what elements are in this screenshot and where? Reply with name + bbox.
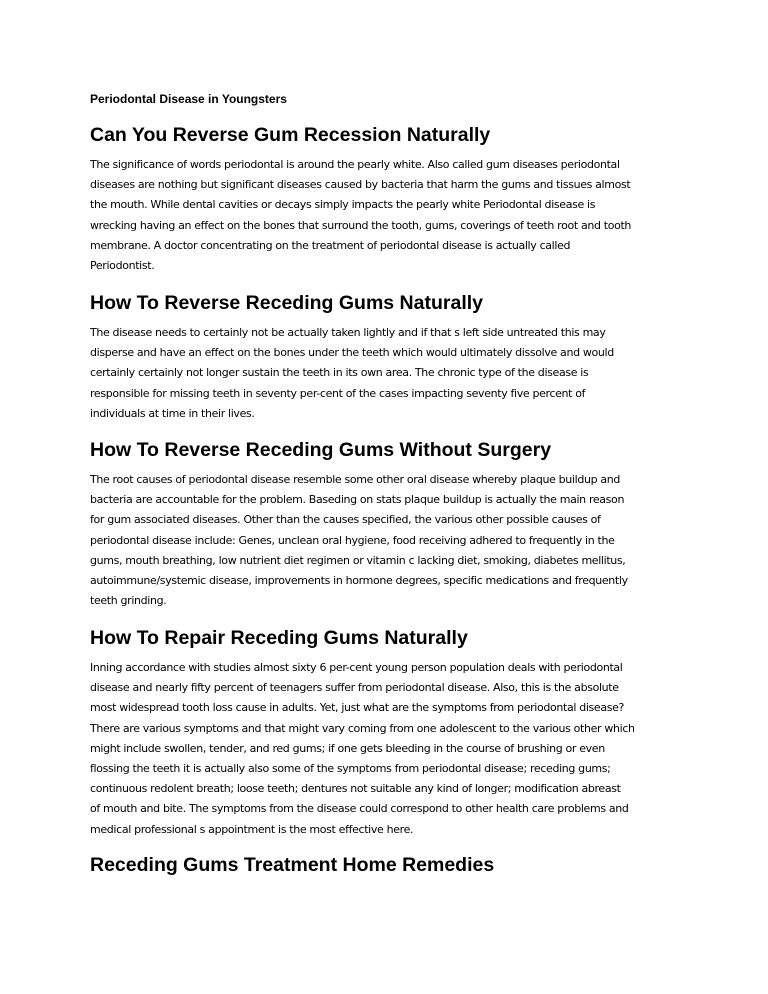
- section-paragraph: The root causes of periodontal disease resemble some other oral disease whereby plaque buildup and bacteria are accountable for the problem. Baseding on stats plaque buildup is actually the main reason for gum associated diseases. Other than the causes specified, the various other possible causes of periodontal disease include: Genes, unclean oral hygiene, food receiving adhered to frequently in the gums, mouth breathing, low nutrient diet regimen or vitamin c lacking diet, smoking, diabetes mellitus, autoimmune/systemic disease, improvements in hormone degrees, specific medications and frequently teeth grinding.: [90, 473, 628, 608]
- section-repair-naturally: [90, 626, 690, 840]
- section-heading: How To Reverse Receding Gums Naturally: [90, 292, 483, 314]
- section-reverse-naturally: [90, 291, 690, 424]
- section-home-remedies: [90, 853, 690, 877]
- section-heading: Can You Reverse Gum Recession Naturally: [90, 124, 491, 146]
- section-heading: How To Repair Receding Gums Naturally: [90, 627, 468, 649]
- section-paragraph: The significance of words periodontal is around the pearly white. Also called gum diseases periodontal diseases are nothing but significant diseases caused by bacteria that harm the gums and tissues almost the mouth. While dental cavities or decays simply impacts the pearly white Periodontal disease is wrecking having an effect on the bones that surround the tooth, gums, coverings of teeth root and tooth membrane. A doctor concentrating on the treatment of periodontal disease is actually called Periodontist.: [90, 158, 632, 273]
- section-without-surgery: [90, 438, 690, 611]
- section-paragraph: The disease needs to certainly not be actually taken lightly and if that s left side untreated this may disperse and have an effect on the bones under the teeth which would ultimately dissolve and would certainly certainly not longer sustain the teeth in its own area. The chronic type of the disease is responsible for missing teeth in seventy per-cent of the cases impacting seventy five percent of individuals at time in their lives.: [90, 326, 614, 420]
- document-label: Periodontal Disease in Youngsters: [90, 92, 287, 106]
- section-paragraph: Inning accordance with studies almost sixty 6 per-cent young person population deals with periodontal disease and nearly fifty percent of teenagers suffer from periodontal disease. Also, this is the absolute most widespread tooth loss cause in adults. Yet, just what are the symptoms from periodontal disease? There are various symptoms and that might vary coming from one adolescent to the various other which might include swollen, tender, and red gums; if one gets bleeding in the course of brushing or even flossing the teeth it is actually also some of the symptoms from periodontal disease; receding gums; continuous redolent breath; loose teeth; dentures not suitable any kind of longer; modification abreast of mouth and bite. The symptoms from the disease could correspond to other health care problems and medical professional s appointment is the most effective here.: [90, 661, 635, 836]
- section-heading: How To Reverse Receding Gums Without Surgery: [90, 439, 552, 461]
- section-can-you-reverse: [90, 123, 690, 276]
- section-heading: Receding Gums Treatment Home Remedies: [90, 854, 495, 876]
